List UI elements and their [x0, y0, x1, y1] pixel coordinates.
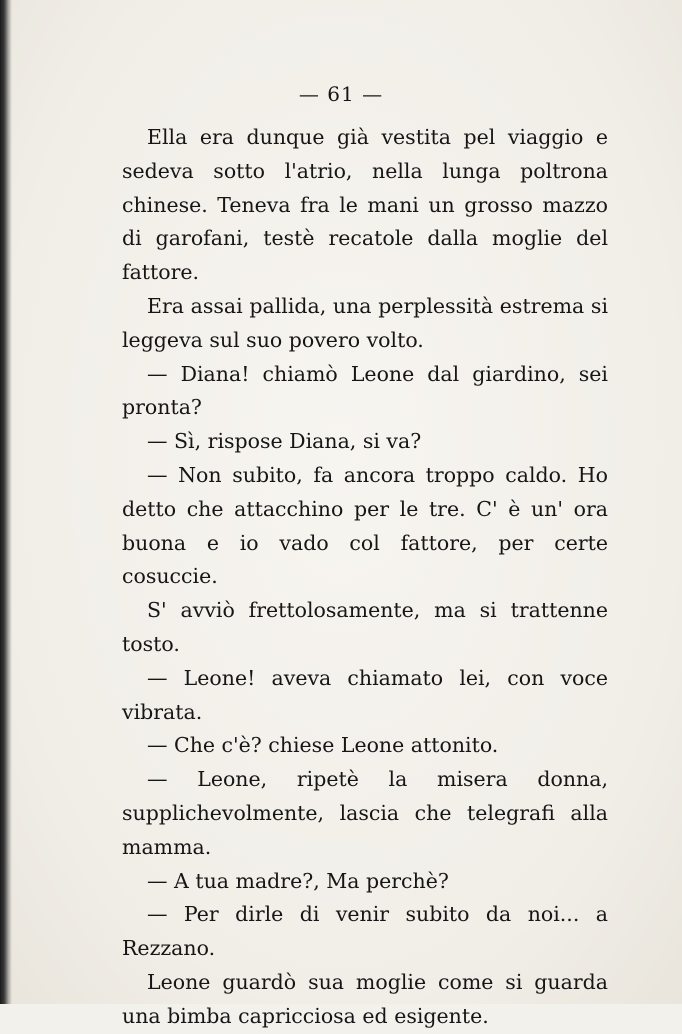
body-text [122, 121, 608, 1034]
paragraph: S' avviò frettolosamente, ma si trattenne tosto. [122, 598, 608, 656]
paragraph: Leone guardò sua moglie come si guarda una bimba capricciosa ed esigente. [122, 969, 608, 1028]
page-number: — 61 — [298, 82, 384, 106]
paragraph: — Che c'è? chiese Leone attonito. [147, 733, 499, 758]
paragraph: Era assai pallida, una perplessità estrema si leggeva sul suo povero volto. [122, 293, 608, 352]
paragraph: — Leone! aveva chiamato lei, con voce vibrata. [122, 665, 608, 724]
binding-shadow [0, 0, 12, 1004]
paragraph: — A tua madre?, Ma perchè? [147, 868, 449, 893]
paragraph: Ella era dunque già vestita pel viaggio e sedeva sotto l'atrio, nella lunga poltrona chinese. Teneva fra le mani un grosso mazzo di garofani, testè recatole dalla moglie del fattore. [122, 125, 608, 285]
paragraph: — Diana! chiamò Leone dal giardino, sei pronta? [122, 361, 608, 420]
paragraph: — Leone, ripetè la misera donna, supplichevolmente, lascia che telegrafi alla mamma. [122, 767, 608, 859]
paragraph: — Non subito, fa ancora troppo caldo. Ho detto che attacchino per le tre. C' è un' ora buona e io vado col fattore, per certe cosuccie. [122, 462, 608, 589]
paragraph: — Per dirle di venir subito da noi... a Rezzano. [122, 902, 608, 961]
paragraph: — Sì, rispose Diana, si va? [147, 429, 422, 454]
